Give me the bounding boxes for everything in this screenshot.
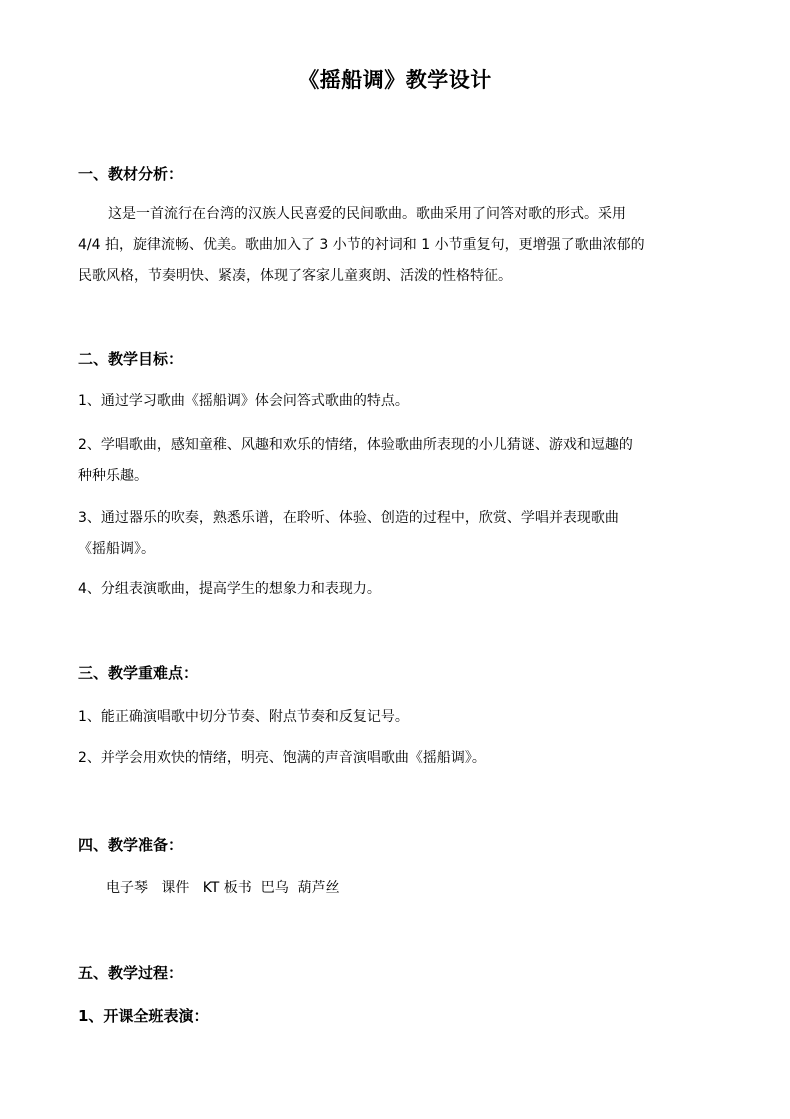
list-item-continuation: 种种乐趣。 — [78, 468, 148, 484]
section-heading-process: 五、教学过程： — [78, 964, 184, 982]
key-point-item-2 — [78, 743, 714, 774]
paragraph-line: 这是一首流行在台湾的汉族人民喜爱的民间歌曲。歌曲采用了问答对歌的形式。采用 — [108, 206, 626, 222]
objective-item-2 — [78, 430, 714, 492]
list-item-continuation: 《摇船调》。 — [78, 541, 155, 557]
list-item: 1、能正确演唱歌中切分节奏、附点节奏和反复记号。 — [78, 709, 409, 725]
list-item: 1、通过学习歌曲《摇船调》体会问答式歌曲的特点。 — [78, 393, 409, 409]
section-heading-objectives: 二、教学目标： — [78, 350, 184, 368]
list-item: 3、通过器乐的吹奏，熟悉乐谱，在聆听、体验、创造的过程中，欣赏、学唱并表现歌曲 — [78, 510, 619, 526]
materials-list: 电子琴 课件 KT 板书 巴乌 葫芦丝 — [106, 880, 340, 896]
paragraph-line: 4/4 拍，旋律流畅、优美。歌曲加入了 3 小节的衬词和 1 小节重复句，更增强了歌曲浓郁的 — [78, 237, 645, 253]
analysis-paragraph — [78, 199, 714, 292]
key-point-item-1 — [78, 702, 714, 733]
section-heading-preparation: 四、教学准备： — [78, 836, 184, 854]
section-heading-key-points: 三、教学重难点： — [78, 664, 199, 682]
list-item: 2、学唱歌曲，感知童稚、风趣和欢乐的情绪，体验歌曲所表现的小儿猜谜、游戏和逗趣的 — [78, 437, 633, 453]
paragraph-line: 民歌风格，节奏明快、紧凑，体现了客家儿童爽朗、活泼的性格特征。 — [78, 268, 512, 284]
objective-item-1 — [78, 386, 714, 417]
section-heading-analysis: 一、教材分析： — [78, 165, 184, 183]
subheading-opening-performance: 1、开课全班表演： — [78, 1007, 209, 1025]
list-item: 4、分组表演歌曲，提高学生的想象力和表现力。 — [78, 581, 381, 597]
document-title: 《摇船调》教学设计 — [298, 68, 492, 92]
list-item: 2、并学会用欢快的情绪，明亮、饱满的声音演唱歌曲《摇船调》。 — [78, 750, 486, 766]
objective-item-4 — [78, 574, 714, 605]
objective-item-3 — [78, 503, 714, 565]
